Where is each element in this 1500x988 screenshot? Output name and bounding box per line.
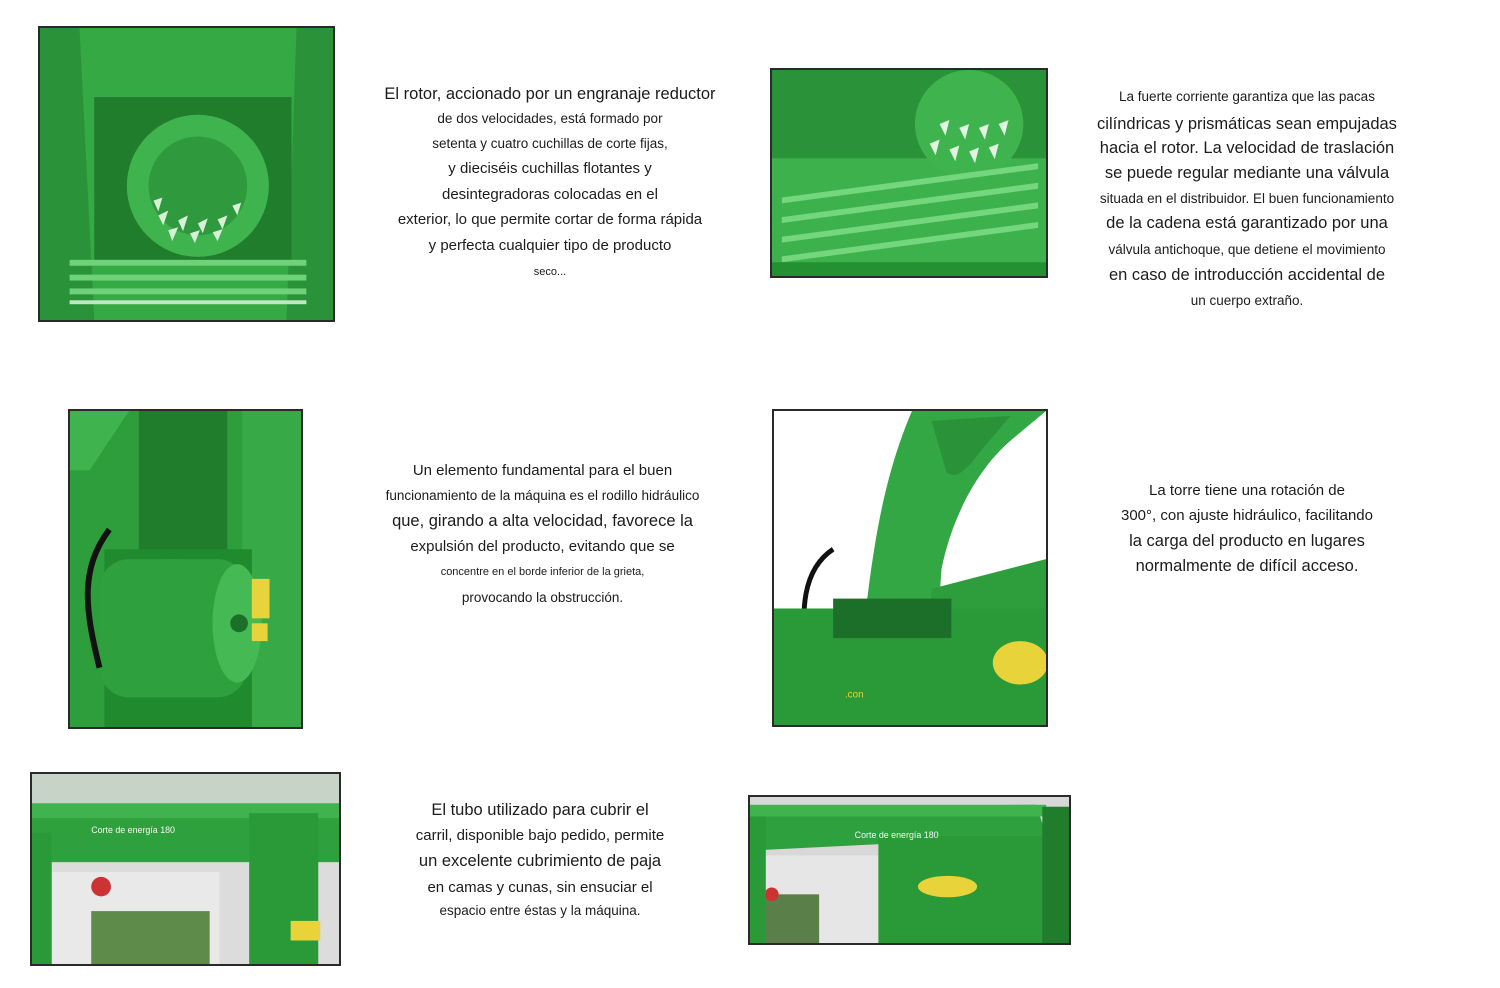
- text-line: espacio entre éstas y la máquina.: [439, 903, 641, 918]
- text-line: situada en el distribuidor. El buen funcionamiento: [1099, 191, 1395, 206]
- text-line: y perfecta cualquier tipo de producto: [428, 237, 672, 254]
- text-line: exterior, lo que permite cortar de forma rápida: [397, 211, 703, 228]
- text-line: normalmente de difícil acceso.: [1135, 557, 1359, 575]
- text-line: en caso de introducción accidental de: [1108, 266, 1386, 284]
- machine-label: Corte de energía 180: [91, 824, 175, 835]
- text-line: expulsión del producto, evitando que se: [410, 538, 675, 555]
- tower-description: [1062, 483, 1432, 583]
- tube-description: [345, 802, 735, 932]
- conveyor-description: [1062, 90, 1432, 310]
- rotor-description: [340, 86, 760, 286]
- text-line: un cuerpo extraño.: [1190, 293, 1304, 308]
- text-line: un excelente cubrimiento de paja: [418, 852, 662, 870]
- text-line: en camas y cunas, sin ensuciar el: [427, 879, 653, 896]
- text-line: la carga del producto en lugares: [1129, 532, 1365, 550]
- machine-photo: [748, 795, 1071, 945]
- text-line: carril, disponible bajo pedido, permite: [415, 827, 665, 844]
- tube-photo: [30, 772, 341, 966]
- watermark-text: .con: [844, 689, 864, 701]
- text-line: setenta y cuatro cuchillas de corte fijas,: [432, 136, 668, 151]
- text-line: de dos velocidades, está formado por: [437, 111, 663, 126]
- text-line: Un elemento fundamental para el buen: [412, 462, 673, 479]
- text-line: de la cadena está garantizado por una: [1106, 214, 1388, 232]
- text-line: hacia el rotor. La velocidad de traslación: [1099, 139, 1395, 157]
- text-line: seco...: [533, 266, 567, 278]
- text-line: El tubo utilizado para cubrir el: [431, 801, 649, 819]
- roller-description: [330, 463, 755, 613]
- tower-photo: [772, 409, 1048, 727]
- conveyor-photo: [770, 68, 1048, 278]
- text-line: provocando la obstrucción.: [461, 590, 624, 605]
- text-line: El rotor, accionado por un engranaje reductor: [384, 85, 716, 103]
- rotor-photo: [38, 26, 335, 322]
- text-line: La fuerte corriente garantiza que las pacas: [1119, 89, 1375, 104]
- text-line: La torre tiene una rotación de: [1149, 482, 1345, 499]
- text-line: 300°, con ajuste hidráulico, facilitando: [1121, 507, 1373, 524]
- text-line: concentre en el borde inferior de la grieta,: [440, 566, 645, 578]
- text-line: funcionamiento de la máquina es el rodillo hidráulico: [385, 488, 700, 503]
- text-line: cilíndricas y prismáticas sean empujadas: [1097, 115, 1397, 133]
- roller-photo: [68, 409, 303, 729]
- machine-label: Corte de energía 180: [854, 829, 939, 840]
- text-line: que, girando a alta velocidad, favorece la: [392, 512, 693, 530]
- text-line: y dieciséis cuchillas flotantes y: [448, 160, 652, 177]
- text-line: se puede regular mediante una válvula: [1104, 164, 1390, 182]
- text-line: desintegradoras colocadas en el: [442, 186, 658, 203]
- text-line: válvula antichoque, que detiene el movimiento: [1108, 242, 1386, 257]
